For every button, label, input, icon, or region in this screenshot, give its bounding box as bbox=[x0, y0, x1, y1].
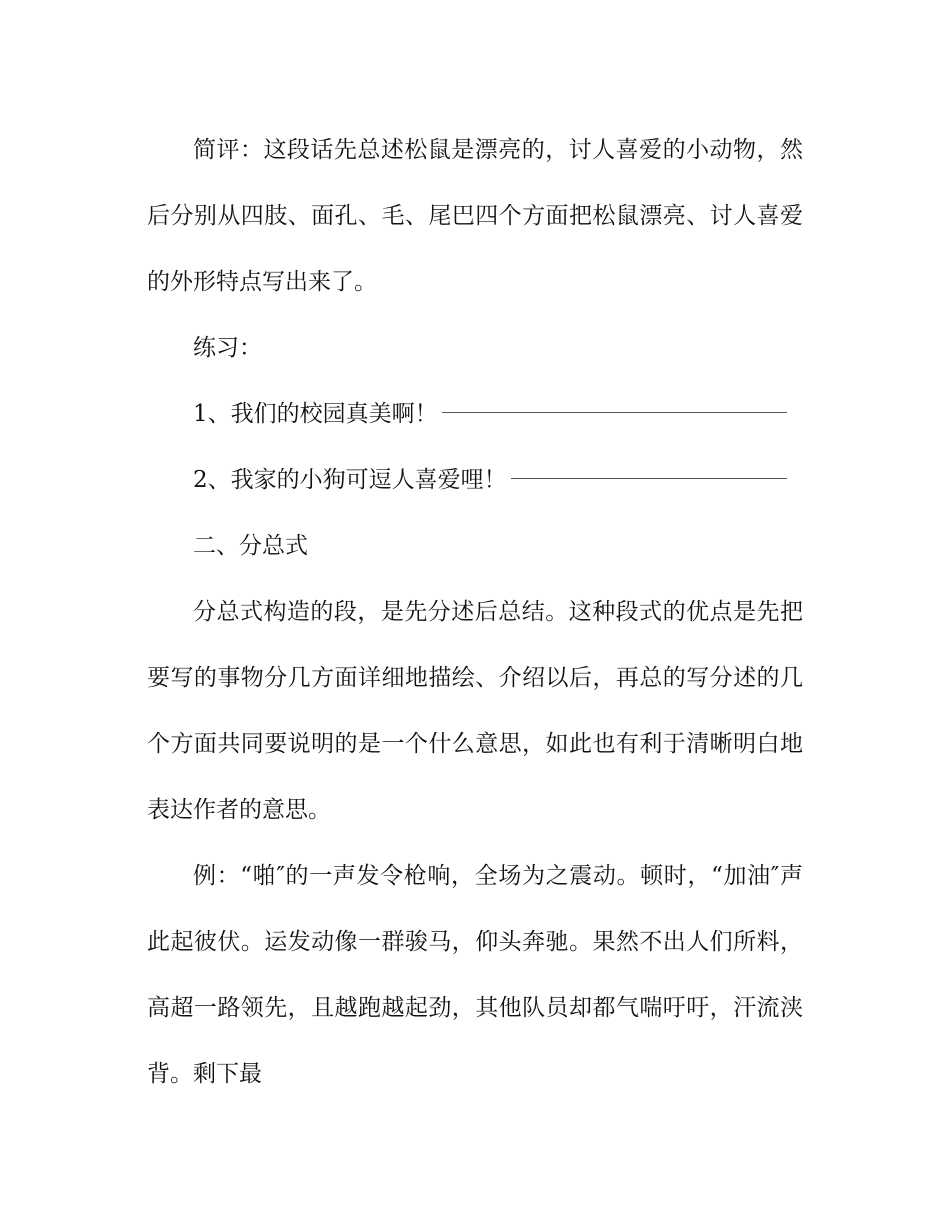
exercise-item-2-text: 2、我家的小狗可逗人喜爱哩！ bbox=[193, 467, 507, 493]
section-heading: 二、分总式 bbox=[193, 533, 308, 559]
exercise-item-1-blank bbox=[442, 412, 787, 413]
exercise-item-2 bbox=[147, 447, 803, 513]
exercise-item-1 bbox=[147, 381, 803, 447]
example-paragraph: 例：“啪″的一声发令枪响，全场为之震动。顿时，“加油″声此起彼伏。运发动像一群骏马，仰头奔驰。果然不出人们所料，高超一路领先，且越跑越起劲，其他队员却都气喘吁吁，汗流浃背。剩下最 bbox=[147, 863, 803, 1087]
definition-paragraph: 分总式构造的段，是先分述后总结。这种段式的优点是先把要写的事物分几方面详细地描绘、介绍以后，再总的写分述的几个方面共同要说明的是一个什么意思，如此也有利于清晰明白地表达作者的意思。 bbox=[147, 599, 803, 823]
exercise-item-2-blank bbox=[511, 478, 787, 479]
exercise-item-1-text: 1、我们的校园真美啊！ bbox=[193, 401, 438, 427]
document-content bbox=[147, 117, 803, 1107]
exercise-heading: 练习： bbox=[193, 335, 262, 361]
review-paragraph: 简评：这段话先总述松鼠是漂亮的，讨人喜爱的小动物，然后分别从四肢、面孔、毛、尾巴四个方面把松鼠漂亮、讨人喜爱的外形特点写出来了。 bbox=[147, 137, 803, 295]
